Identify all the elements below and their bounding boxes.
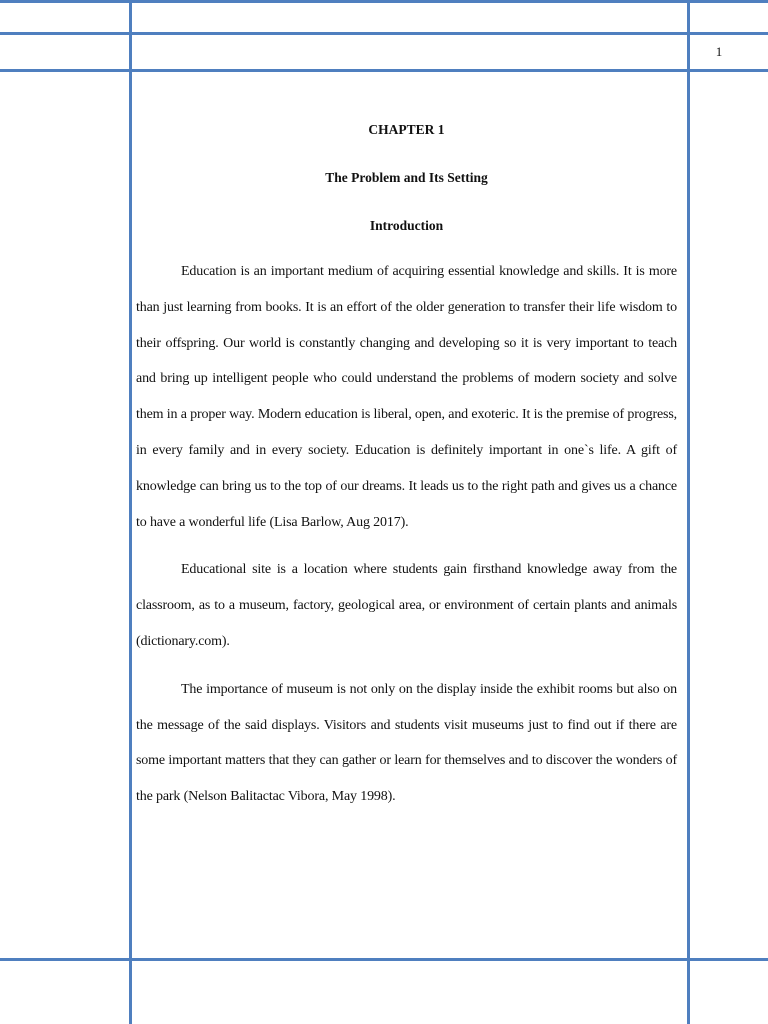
header-bottom-line [0,69,768,72]
section-heading: Introduction [369,218,444,233]
top-border-line [0,0,768,3]
paragraph: Education is an important medium of acquiring essential knowledge and skills. It is more than just learning from books. It is an effort of the older generation to transfer their life wisdom to their offspring. Our world is constantly changing and developing so it is very important to teach and bring up intelligent people who could understand the problems of modern society and solve them in a proper way. Modern education is liberal, open, and exoteric. It is the premise of progress, in every family and in every society. Education is definitely important in one`s life. A gift of knowledge can bring us to the top of our dreams. It leads us to the right path and gives us a chance to have a wonderful life (Lisa Barlow, Aug 2017). [136,264,677,530]
paragraph: The importance of museum is not only on the display inside the exhibit rooms but also on the message of the said displays. Visitors and students visit museums just to find out if there are some important matters that they can gather or learn for themselves and to discover the wonders of the park (Nelson Balitactac Vibora, May 1998). [136,681,677,805]
left-margin-line [129,0,132,1024]
chapter-heading [136,118,677,142]
chapter-label: CHAPTER 1 [368,122,445,137]
paragraph: Educational site is a location where students gain firsthand knowledge away from the classroom, as to a museum, factory, geological area, or environment of certain plants and animals (dictionary.com). [136,562,677,649]
page-number: 1 [715,44,723,59]
chapter-title: The Problem and Its Setting [325,170,488,185]
document-body [136,118,677,827]
header-top-line [0,32,768,35]
footer-line [0,958,768,961]
right-margin-line [687,0,690,1024]
